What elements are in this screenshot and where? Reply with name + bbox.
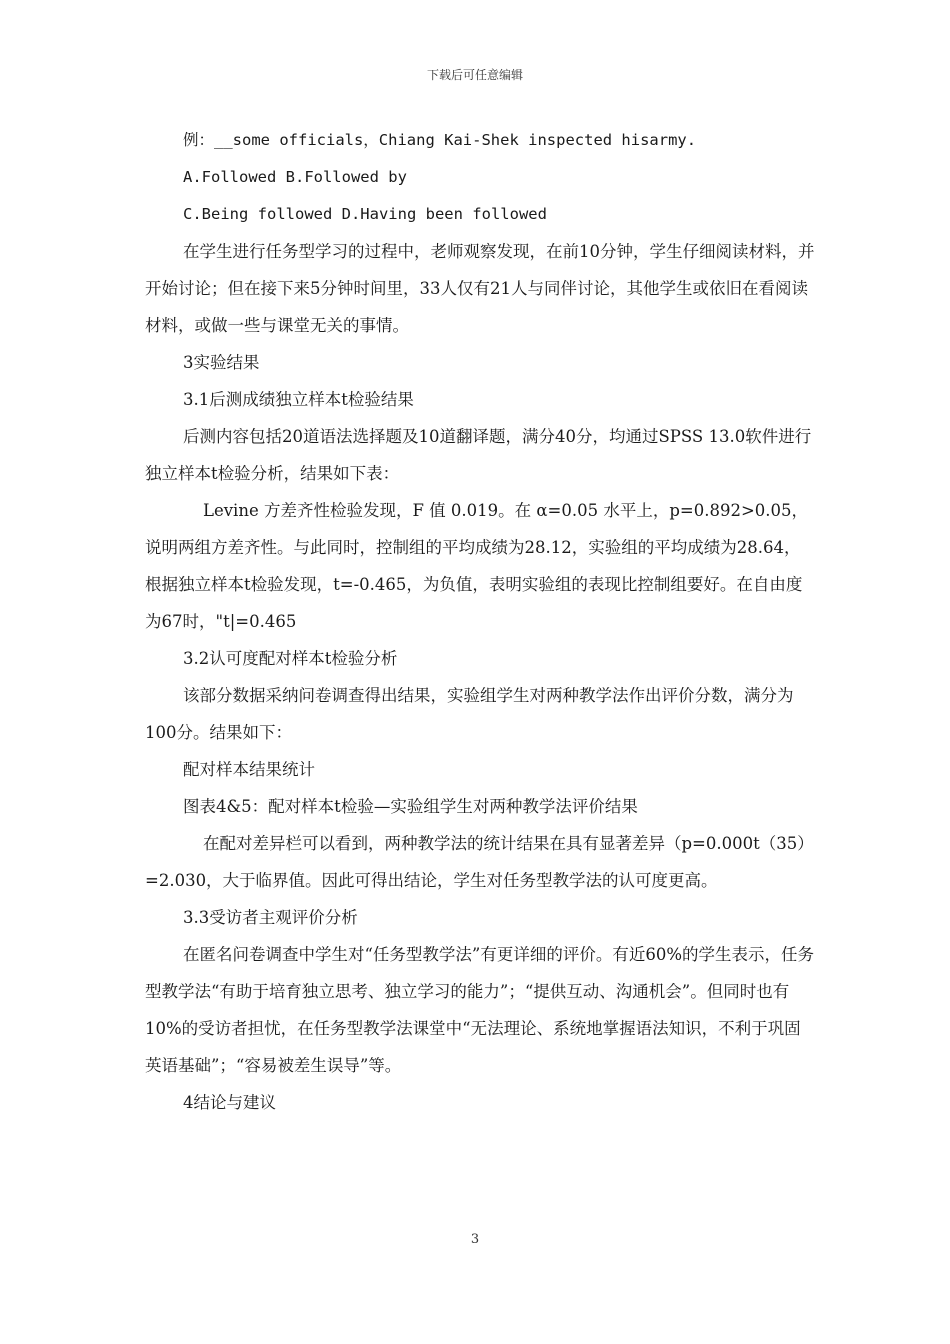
paired-diff-paragraph: 在配对差异栏可以看到，两种教学法的统计结果在具有显著差异（p=0.000t（35）=2.030，大于临界值。因此可得出结论，学生对任务型教学法的认可度更高。 — [145, 834, 814, 890]
page-header: 下载后可任意编辑 — [426, 68, 523, 82]
section-heading-4: 4结论与建议 — [183, 1093, 276, 1112]
example-options-ab: A.Followed B.Followed by — [183, 168, 407, 186]
survey-paragraph: 在匿名问卷调查中学生对“任务型教学法”有更详细的评价。有近60%的学生表示，任务型教学法“有助于培育独立思考、独立学习的能力”；“提供互动、沟通机会”。但同时也有10%的受访者担忧，在任务型教学法课堂中“无法理论、系统地掌握语法知识，不利于巩固英语基础”；“容易被差生误导”等。 — [145, 945, 815, 1075]
posttest-paragraph: 后测内容包括20道语法选择题及10道翻译题，满分40分，均通过SPSS 13.0软件进行独立样本t检验分析，结果如下表： — [145, 427, 812, 483]
figure-caption: 图表4&5：配对样本t检验—实验组学生对两种教学法评价结果 — [183, 797, 638, 816]
section-heading-3-2: 3.2认可度配对样本t检验分析 — [183, 649, 398, 668]
example-options-cd: C.Being followed D.Having been followed — [183, 205, 547, 223]
questionnaire-paragraph: 该部分数据采纳问卷调查得出结果，实验组学生对两种教学法作出评价分数，满分为100分。结果如下： — [145, 686, 794, 742]
page-number: 3 — [470, 1232, 480, 1247]
paired-stats-caption: 配对样本结果统计 — [183, 760, 315, 779]
section-heading-3-3: 3.3受访者主观评价分析 — [183, 908, 358, 927]
section-heading-3-1: 3.1后测成绩独立样本t检验结果 — [183, 390, 414, 409]
levine-paragraph: Levine 方差齐性检验发现，F 值 0.019。在 α=0.05 水平上，p=0.892>0.05，说明两组方差齐性。与此同时，控制组的平均成绩为28.12，实验组的平均成绩为28.64，根据独立样本t检验发现，t=-0.465，为负值，表明实验组的表现比控制组要好。在自由度为67时，"t|=0.465 — [145, 501, 809, 631]
section-heading-3: 3实验结果 — [183, 353, 260, 372]
example-question: 例：__some officials，Chiang Kai-Shek inspected hisarmy. — [183, 131, 697, 149]
observation-paragraph: 在学生进行任务型学习的过程中，老师观察发现，在前10分钟，学生仔细阅读材料，并开始讨论；但在接下来5分钟时间里，33人仅有21人与同伴讨论，其他学生或依旧在看阅读材料，或做一些与课堂无关的事情。 — [145, 242, 815, 335]
body-text — [145, 122, 815, 1121]
